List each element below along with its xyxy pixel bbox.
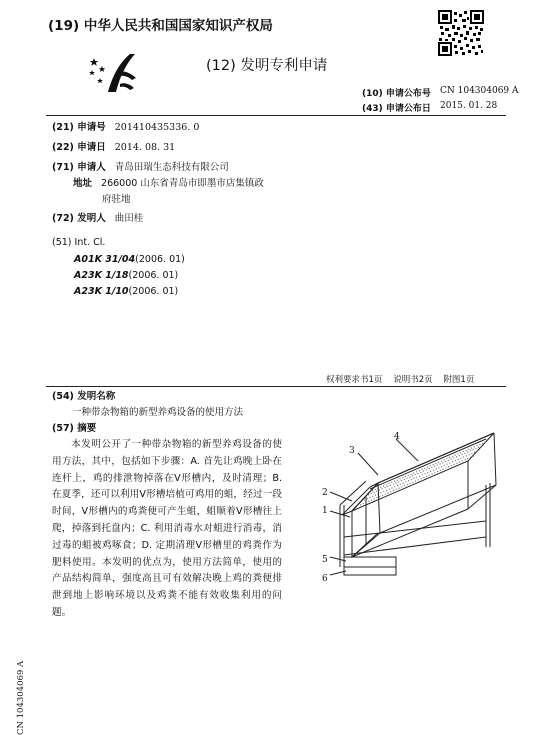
address-line-2: 府驻地 xyxy=(102,194,131,205)
figure-label-3: 3 xyxy=(349,446,355,456)
address-label: 地址 xyxy=(73,178,93,189)
ipc-entry-2 xyxy=(74,269,178,282)
page-counts: 权利要求书1页 说明书2页 附图1页 xyxy=(326,375,475,385)
abstract-figure xyxy=(300,425,520,595)
ipc-version: (2006. 01) xyxy=(128,270,179,281)
applicant-label: (71) 申请人 xyxy=(52,162,106,173)
figure-label-6: 6 xyxy=(322,574,328,584)
authority-header: (19) 中华人民共和国国家知识产权局 xyxy=(48,18,273,34)
applicant-name: 青岛田瑞生态科技有限公司 xyxy=(114,162,229,173)
application-number-label: (21) 申请号 xyxy=(52,122,106,133)
applicant-row xyxy=(52,161,229,174)
publication-number: CN 104304069 A xyxy=(440,86,519,96)
ipc-version: (2006. 01) xyxy=(128,286,179,297)
cnipa-logo xyxy=(88,50,140,94)
address-line-1: 266000 山东省青岛市即墨市店集镇政 xyxy=(101,178,264,189)
int-cl-label: (51) Int. Cl. xyxy=(52,237,106,248)
document-type-title: (12) 发明专利申请 xyxy=(206,58,328,74)
ipc-entry-3 xyxy=(74,285,178,298)
figure-label-4: 4 xyxy=(394,432,400,442)
ipc-code: A23K 1/10 xyxy=(74,286,129,297)
figure-label-2: 2 xyxy=(322,488,328,498)
filing-date-label: (22) 申请日 xyxy=(52,142,106,153)
inventor-label: (72) 发明人 xyxy=(52,213,106,224)
publication-number-label: (10) 申请公布号 xyxy=(362,89,431,99)
application-number: 201410435336. 0 xyxy=(114,122,200,133)
inventor-row xyxy=(52,212,143,225)
application-number-row xyxy=(52,121,199,134)
abstract-label: (57) 摘要 xyxy=(52,423,97,434)
ipc-entry-1 xyxy=(74,253,185,266)
inventor-name: 曲田桂 xyxy=(114,213,144,224)
publication-date-label: (43) 申请公布日 xyxy=(362,104,431,114)
ipc-code: A23K 1/18 xyxy=(74,270,129,281)
ipc-version: (2006. 01) xyxy=(135,254,185,265)
abstract-text: 本发明公开了一种带杂物箱的新型养鸡设备的使用方法，其中，包括如下步骤：A. 首先让鸡晚上卧在连杆上，鸡的排泄物掉落在Ⅴ形槽内，及时清理；B. 在夏季，还可以利用Ⅴ形槽培植可鸡用的蛆，经过一段时间，Ⅴ形槽内的鸡粪便可产生蛆，蛆顺着Ⅴ形槽往上爬，掉落到托盘内；C. 利用消毒水对蛆进行消毒，消过毒的蛆被鸡啄食；D. 定期清理Ⅴ形槽里的鸡粪作为肥料使用。本发明的优点为，使用方法简单，使用的产品结构简单，强度高且可有效解决晚上鸡的粪便排泄到地上影响环境以及鸡粪不能有效收集利用的问题。 xyxy=(52,439,282,618)
qr-code xyxy=(438,10,484,56)
side-publication-number: CN 104304069 A xyxy=(16,660,26,735)
header-divider xyxy=(46,115,506,116)
title-label: (54) 发明名称 xyxy=(52,391,116,402)
figure-label-5: 5 xyxy=(322,555,328,565)
ipc-code: A01K 31/04 xyxy=(74,254,136,265)
address-row xyxy=(73,177,264,190)
publication-date: 2015. 01. 28 xyxy=(440,101,498,111)
filing-date-row xyxy=(52,141,175,154)
invention-title: 一种带杂物箱的新型养鸡设备的使用方法 xyxy=(72,407,244,418)
biblio-divider xyxy=(46,386,506,387)
filing-date: 2014. 08. 31 xyxy=(114,142,176,153)
figure-label-1: 1 xyxy=(322,506,328,516)
